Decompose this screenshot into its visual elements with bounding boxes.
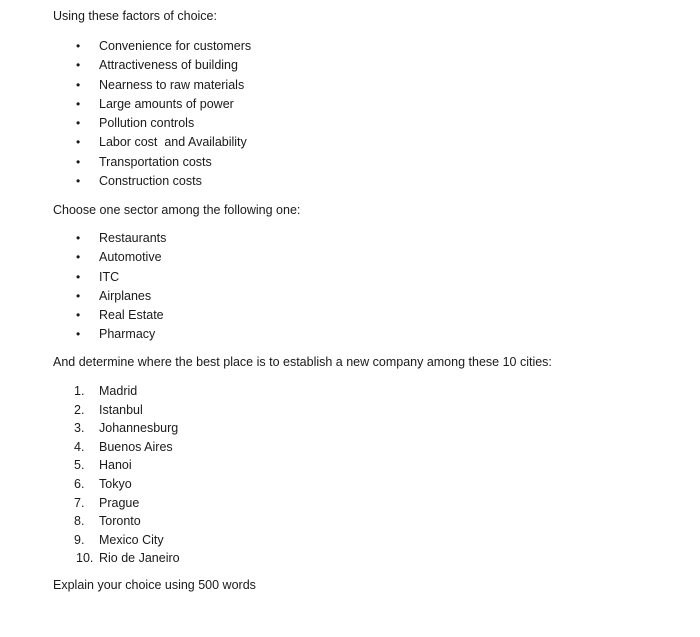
factor-text: Nearness to raw materials [99,77,245,92]
bullet-icon: • [76,77,81,92]
list-number: 2. [74,402,85,417]
list-number: 6. [74,476,85,491]
city-name: Tokyo [99,476,132,491]
closing-text: Explain your choice using 500 words [53,578,256,592]
factor-text: Convenience for customers [99,39,252,53]
bullet-icon: • [76,288,81,303]
bullet-icon: • [76,327,81,342]
list-number: 4. [74,439,85,454]
list-number: 10. [76,551,94,566]
bullet-icon: • [76,96,81,111]
list-number: 5. [74,458,85,473]
sector-text: Automotive [99,250,162,265]
sector-text: Pharmacy [99,327,156,342]
factor-text: Construction costs [99,174,202,189]
list-number: 1. [74,384,85,398]
intro-text: Using these factors of choice: [53,9,217,23]
list-number: 3. [74,421,85,436]
factor-text: Attractiveness of building [99,58,238,73]
sector-text: Restaurants [99,231,167,245]
city-prompt-text: And determine where the best place is to establish a new company among these 10 cities: [53,355,552,369]
city-name: Buenos Aires [99,439,173,454]
sector-text: Airplanes [99,288,152,303]
city-name: Rio de Janeiro [99,551,180,566]
city-name: Prague [99,495,140,510]
factor-text: Large amounts of power [99,96,234,111]
bullet-icon: • [76,116,81,131]
factor-text: Transportation costs [99,154,212,169]
sector-text: Real Estate [99,308,164,323]
city-name: Madrid [99,384,138,398]
list-number: 7. [74,495,85,510]
bullet-icon: • [76,250,81,265]
bullet-icon: • [76,58,81,73]
bullet-icon: • [76,231,81,245]
bullet-icon: • [76,269,81,284]
city-name: Hanoi [99,458,132,473]
city-name: Istanbul [99,402,143,417]
factor-text: Labor cost and Availability [99,135,247,150]
list-number: 8. [74,514,85,529]
list-number: 9. [74,532,85,547]
bullet-icon: • [76,135,81,150]
city-name: Mexico City [99,532,164,547]
city-name: Johannesburg [99,421,179,436]
bullet-icon: • [76,154,81,169]
bullet-icon: • [76,308,81,323]
bullet-icon: • [76,39,81,53]
city-name: Toronto [99,514,141,529]
factor-text: Pollution controls [99,116,195,131]
sector-prompt-text: Choose one sector among the following one: [53,203,301,217]
bullet-icon: • [76,174,81,189]
sector-text: ITC [99,269,120,284]
